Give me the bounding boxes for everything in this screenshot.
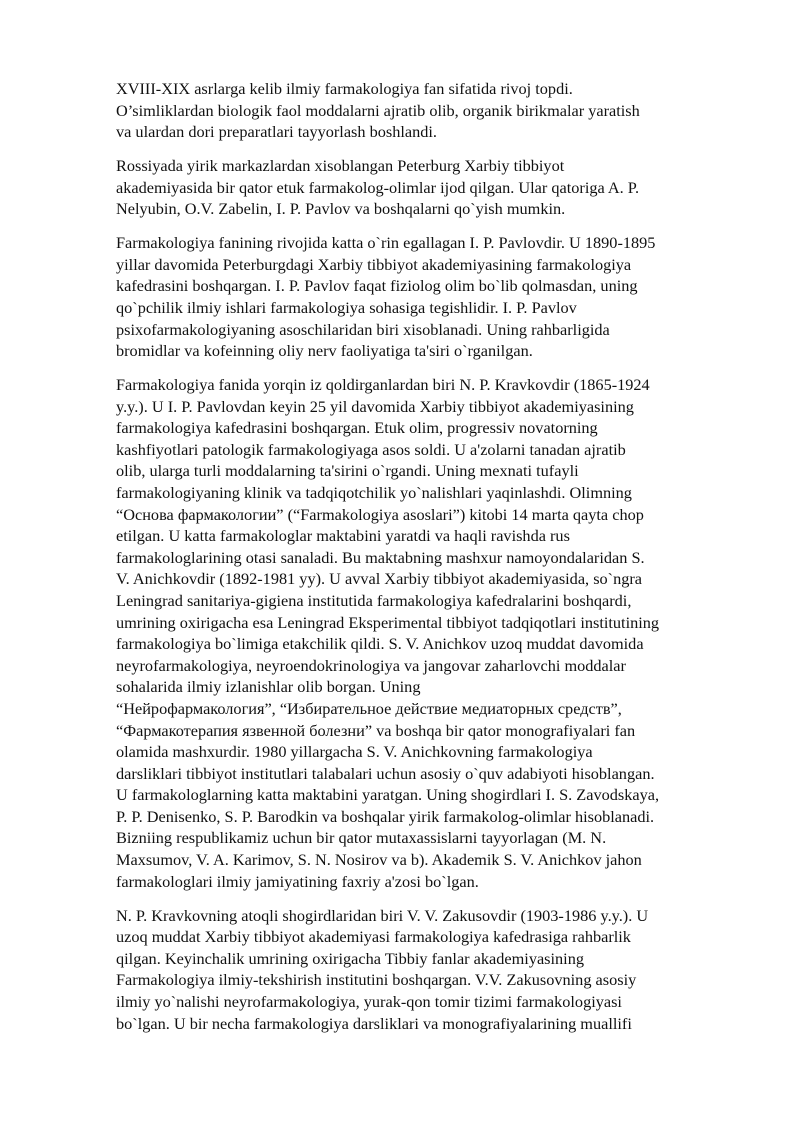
paragraph-zakusov: N. P. Kravkovning atoqli shogirdlaridan biri V. V. Zakusovdir (1903-1986 y.y.). U uzoq muddat Xarbiy tibbiyot akademiyasi farmakologiya kafedrasiga rahbarlik qilgan. Keyinchalik umrining oxirigacha Tibbiy fanlar akademiyasining Farmakologiya ilmiy-tekshirish institutini boshqargan. V.V. Zakusovning asosiy ilmiy yo`nalishi neyrofarmakologiya, yurak-qon tomir tizimi farmakologiyasi bo`lgan. U bir necha farmakologiya darsliklari va monografiyalarining muallifi [116, 905, 649, 1033]
document-page [116, 78, 746, 1046]
paragraph-scientific-pharmacology-origins: XVIII-XIX asrlarga kelib ilmiy farmakologiya fan sifatida rivoj topdi. O’simliklardan biologik faol moddalarni ajratib olib, organik birikmalar yaratish va ulardan dori preparatlari tayyorlash boshlandi. [116, 79, 640, 142]
paragraph-kravkov-anichkov: Farmakologiya fanida yorqin iz qoldirganlardan biri N. P. Kravkovdir (1865-1924 y.y.). U I. P. Pavlovdan keyin 25 yil davomida Xarbiy tibbiyot akademiyasining farmakologiya kafedrasini boshqargan. Etuk olim, progressiv novatorning kashfiyotlari patologik farmakologiyaga asos soldi. U a'zolarni tanadan ajratib olib, ularga turli moddalarning ta'sirini o`rgandi. Uning mexnati tufayli farmakologiyaning klinik va tadqiqotchilik yo`nalishlari yaqinlashdi. Olimning “Основа фармакологии” (“Farmakologiya asoslari”) kitobi 14 marta qayta chop etilgan. U katta farmakologlar maktabini yaratdi va haqli ravishda rus farmakologlarining otasi sanaladi. Bu maktabning mashxur namoyondalaridan S. V. Anichkovdir (1892-1981 yy). U avval Xarbiy tibbiyot akademiyasida, so`ngra Leningrad sanitariya-gigiena institutida farmakologiya kafedralarini boshqardi, umrining oxirigacha esa Leningrad Eksperimental tibbiyot tadqiqotlari institutining farmakologiya bo`limiga etakchilik qildi. S. V. Anichkov uzoq muddat davomida neyrofarmakologiya, neyroendokrinologiya va jangovar zaharlovchi moddalar sohalarida ilmiy izlanishlar olib borgan. Uning “Нейрофармакология”, “Избирательное действие медиаторных средств”, “Фармакотерапия язвенной болезни” va boshqa bir qator monografiyalari fan olamida mashxurdir. 1980 yillargacha S. V. Anichkovning farmakologiya darsliklari tibbiyot institutlari talabalari uchun asosiy o`quv adabiyoti hisoblangan. U farmakologlarning katta maktabini yaratgan. Uning shogirdlari I. S. Zavodskaya, P. P. Denisenko, S. P. Barodkin va boshqalar yirik farmakolog-olimlar hisoblanadi. Bizniing respublikamiz uchun bir qator mutaxassislarni tayyorlagan (M. N. Maxsumov, V. A. Karimov, S. N. Nosirov va b). Akademik S. V. Anichkov jahon farmakologlari ilmiy jamiyatining faxriy a'zosi bo`lgan. [116, 375, 660, 891]
paragraph-pavlov: Farmakologiya fanining rivojida katta o`rin egallagan I. P. Pavlovdir. U 1890-1895 yillar davomida Peterburgdagi Xarbiy tibbiyot akademiyasining farmakologiya kafedrasini boshqargan. I. P. Pavlov faqat fiziolog olim bo`lib qolmasdan, uning qo`pchilik ilmiy ishlari farmakologiya sohasiga tegishlidir. I. P. Pavlov psixofarmakologiyaning asoschilaridan biri xisoblanadi. Uning rahbarligida bromidlar va kofeinning oliy nerv faoliyatiga ta'siri o`rganilgan. [116, 233, 656, 361]
paragraph-petersburg-academy: Rossiyada yirik markazlardan xisoblangan Peterburg Xarbiy tibbiyot akademiyasida bir qator etuk farmakolog-olimlar ijod qilgan. Ular qatoriga A. P. Nelyubin, O.V. Zabelin, I. P. Pavlov va boshqalarni qo`yish mumkin. [116, 156, 640, 219]
